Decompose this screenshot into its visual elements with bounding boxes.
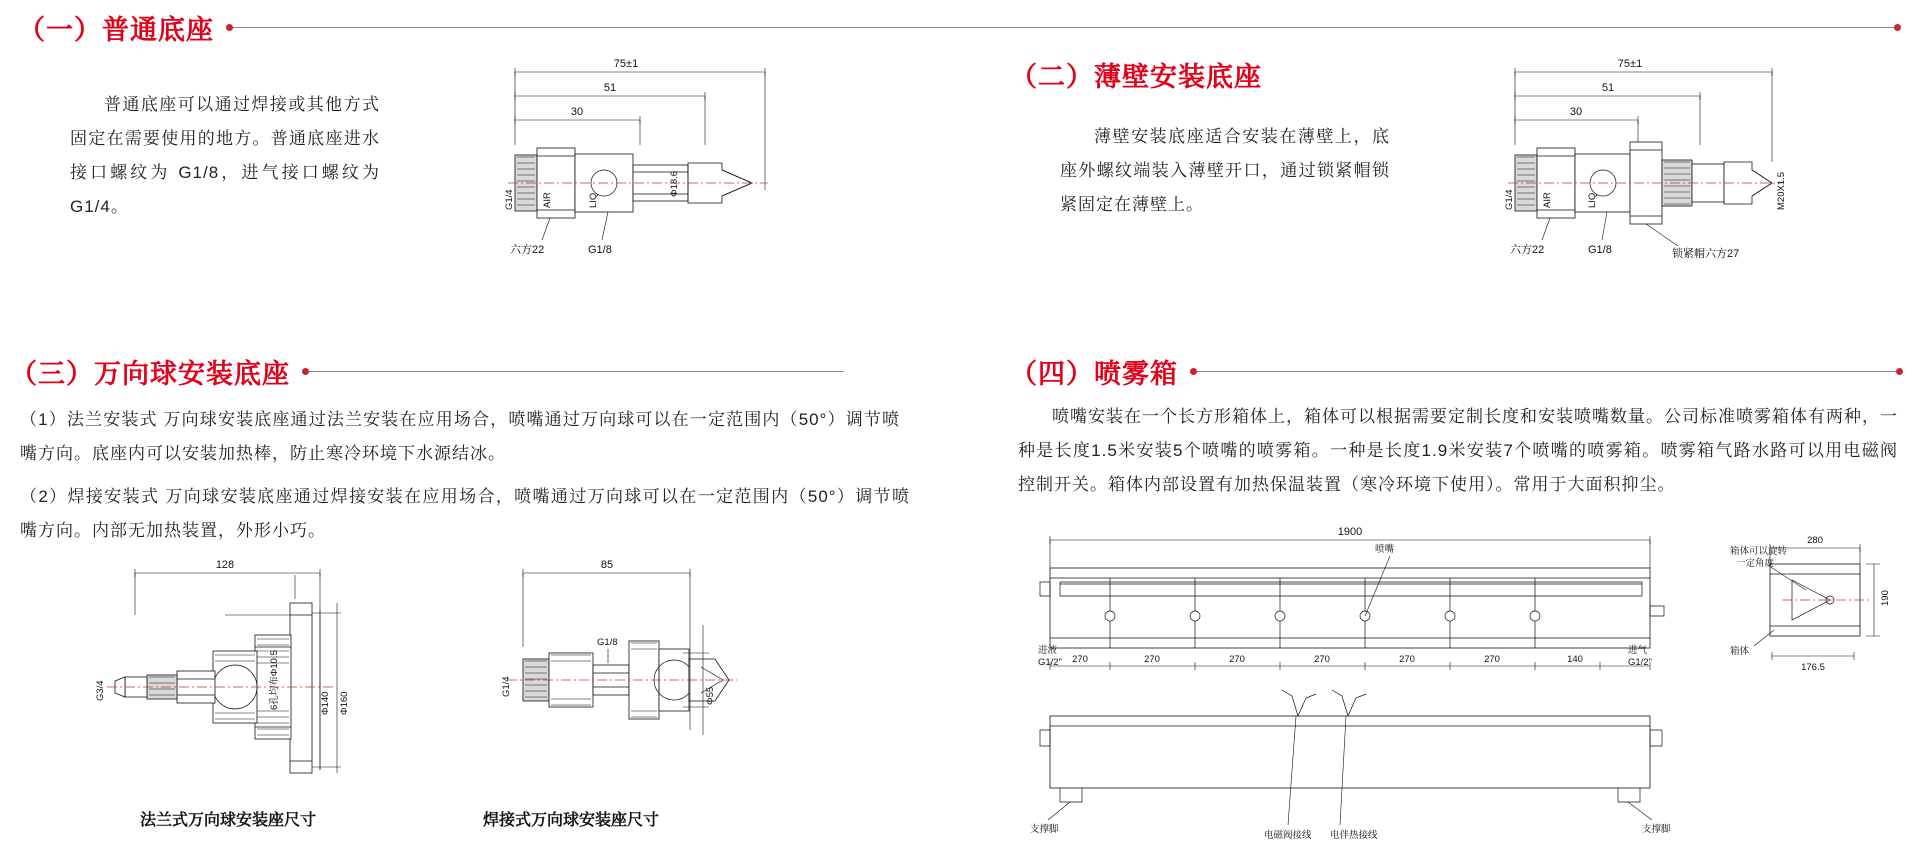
svg-text:Φ140: Φ140 <box>320 691 331 715</box>
section-heading-spray-box <box>1010 352 1900 391</box>
svg-text:280: 280 <box>1807 535 1823 546</box>
svg-text:锁紧帽六方27: 锁紧帽六方27 <box>1672 248 1740 260</box>
svg-text:270: 270 <box>1399 654 1415 665</box>
svg-text:一定角度: 一定角度 <box>1736 558 1775 569</box>
svg-text:270: 270 <box>1229 654 1245 665</box>
svg-text:85: 85 <box>600 559 614 571</box>
svg-text:270: 270 <box>1144 654 1160 665</box>
svg-text:G3/4: G3/4 <box>95 680 106 701</box>
svg-text:进气: 进气 <box>1628 645 1648 656</box>
paragraph-ball-joint-1: （1）法兰安装式 万向球安装底座通过法兰安装在应用场合，喷嘴通过万向球可以在一定范围内（50°）调节喷嘴方向。底座内可以安装加热棒，防止寒冷环境下水源结冰。 <box>20 410 900 463</box>
svg-text:M20X1.5: M20X1.5 <box>1776 171 1787 210</box>
section-heading-thin-wall-base <box>1010 55 1262 94</box>
heading-rule <box>304 371 844 372</box>
svg-text:128: 128 <box>215 559 235 571</box>
svg-text:30: 30 <box>1569 106 1583 118</box>
drawing-spray-box <box>1030 520 1910 850</box>
svg-text:G1/8: G1/8 <box>1588 244 1612 256</box>
svg-text:Φ55: Φ55 <box>705 686 716 705</box>
paragraph-ordinary-base: 普通底座可以通过焊接或其他方式固定在需要使用的地方。普通底座进水接口螺纹为 G1/8，进气接口螺纹为 G1/4。 <box>70 95 380 216</box>
drawing-thin-wall-base <box>1490 50 1800 265</box>
drawing-flange-ball-base <box>85 555 415 829</box>
svg-text:六方22: 六方22 <box>510 244 545 256</box>
heading-rule <box>228 27 1898 28</box>
svg-text:电伴热接线: 电伴热接线 <box>1330 830 1378 841</box>
svg-text:30: 30 <box>570 106 584 118</box>
section-title: （二）薄壁安装底座 <box>1010 62 1262 92</box>
svg-text:G1/4: G1/4 <box>504 189 515 210</box>
drawing-weld-ball-base <box>465 555 765 829</box>
svg-text:75±1: 75±1 <box>1617 58 1643 70</box>
section-heading-ordinary-base <box>18 8 1898 47</box>
svg-text:G1/8: G1/8 <box>597 637 618 648</box>
svg-text:270: 270 <box>1484 654 1500 665</box>
svg-text:270: 270 <box>1314 654 1330 665</box>
drawing-caption-flange: 法兰式万向球安装座尺寸 <box>140 812 317 829</box>
svg-text:AIR: AIR <box>542 192 553 208</box>
paragraph-ball-joint-2: （2）焊接安装式 万向球安装底座通过焊接安装在应用场合，喷嘴通过万向球可以在一定范围内（50°）调节喷嘴方向。内部无加热装置，外形小巧。 <box>20 487 910 540</box>
svg-text:LIQ: LIQ <box>1587 192 1598 208</box>
svg-text:140: 140 <box>1567 654 1583 665</box>
drawing-ordinary-base <box>490 50 790 265</box>
section-title: （一）普通底座 <box>18 15 214 45</box>
section-heading-ball-joint-base <box>10 352 940 391</box>
section-title: （四）喷雾箱 <box>1010 359 1178 389</box>
paragraph-spray-box: 喷嘴安装在一个长方形箱体上，箱体可以根据需要定制长度和安装喷嘴数量。公司标准喷雾箱体有两种，一种是长度1.5米安装5个喷嘴的喷雾箱。一种是长度1.9米安装7个喷嘴的喷雾箱。喷雾箱气路水路可以用电磁阀控制开关。箱体内部设置有加热保温装置（寒冷环境下使用）。常用于大面积抑尘。 <box>1018 407 1898 494</box>
svg-text:电磁阀接线: 电磁阀接线 <box>1264 830 1312 841</box>
svg-text:LIQ: LIQ <box>588 192 599 208</box>
section-title: （三）万向球安装底座 <box>10 359 290 389</box>
svg-text:Φ160: Φ160 <box>339 691 350 715</box>
drawing-caption-weld: 焊接式万向球安装座尺寸 <box>483 812 660 829</box>
svg-text:Φ18.6: Φ18.6 <box>669 170 680 197</box>
svg-text:支撑脚: 支撑脚 <box>1642 824 1671 835</box>
svg-text:270: 270 <box>1072 654 1088 665</box>
svg-text:进液: 进液 <box>1038 645 1058 656</box>
svg-text:AIR: AIR <box>1542 192 1553 208</box>
svg-text:G1/8: G1/8 <box>588 244 612 256</box>
svg-text:G1/2": G1/2" <box>1628 657 1652 668</box>
svg-text:箱体可以旋转: 箱体可以旋转 <box>1730 546 1788 557</box>
heading-rule <box>1192 371 1900 372</box>
svg-text:G1/4: G1/4 <box>1504 189 1515 210</box>
svg-text:190: 190 <box>1880 590 1891 606</box>
svg-text:51: 51 <box>1601 82 1615 94</box>
svg-text:六方22: 六方22 <box>1510 244 1545 256</box>
svg-text:1900: 1900 <box>1337 526 1363 538</box>
svg-text:176.5: 176.5 <box>1801 662 1825 673</box>
svg-text:喷嘴: 喷嘴 <box>1375 544 1395 555</box>
svg-text:51: 51 <box>603 82 617 94</box>
svg-text:支撑脚: 支撑脚 <box>1030 824 1059 835</box>
svg-text:箱体: 箱体 <box>1730 646 1750 657</box>
paragraph-thin-wall-base: 薄壁安装底座适合安装在薄壁上，底座外螺纹端装入薄壁开口，通过锁紧帽锁紧固定在薄壁上。 <box>1060 127 1390 214</box>
svg-text:G1/2": G1/2" <box>1038 657 1062 668</box>
svg-text:6孔均布Φ10.5: 6孔均布Φ10.5 <box>269 650 280 710</box>
svg-text:75±1: 75±1 <box>613 58 639 70</box>
svg-text:G1/4: G1/4 <box>501 676 512 697</box>
